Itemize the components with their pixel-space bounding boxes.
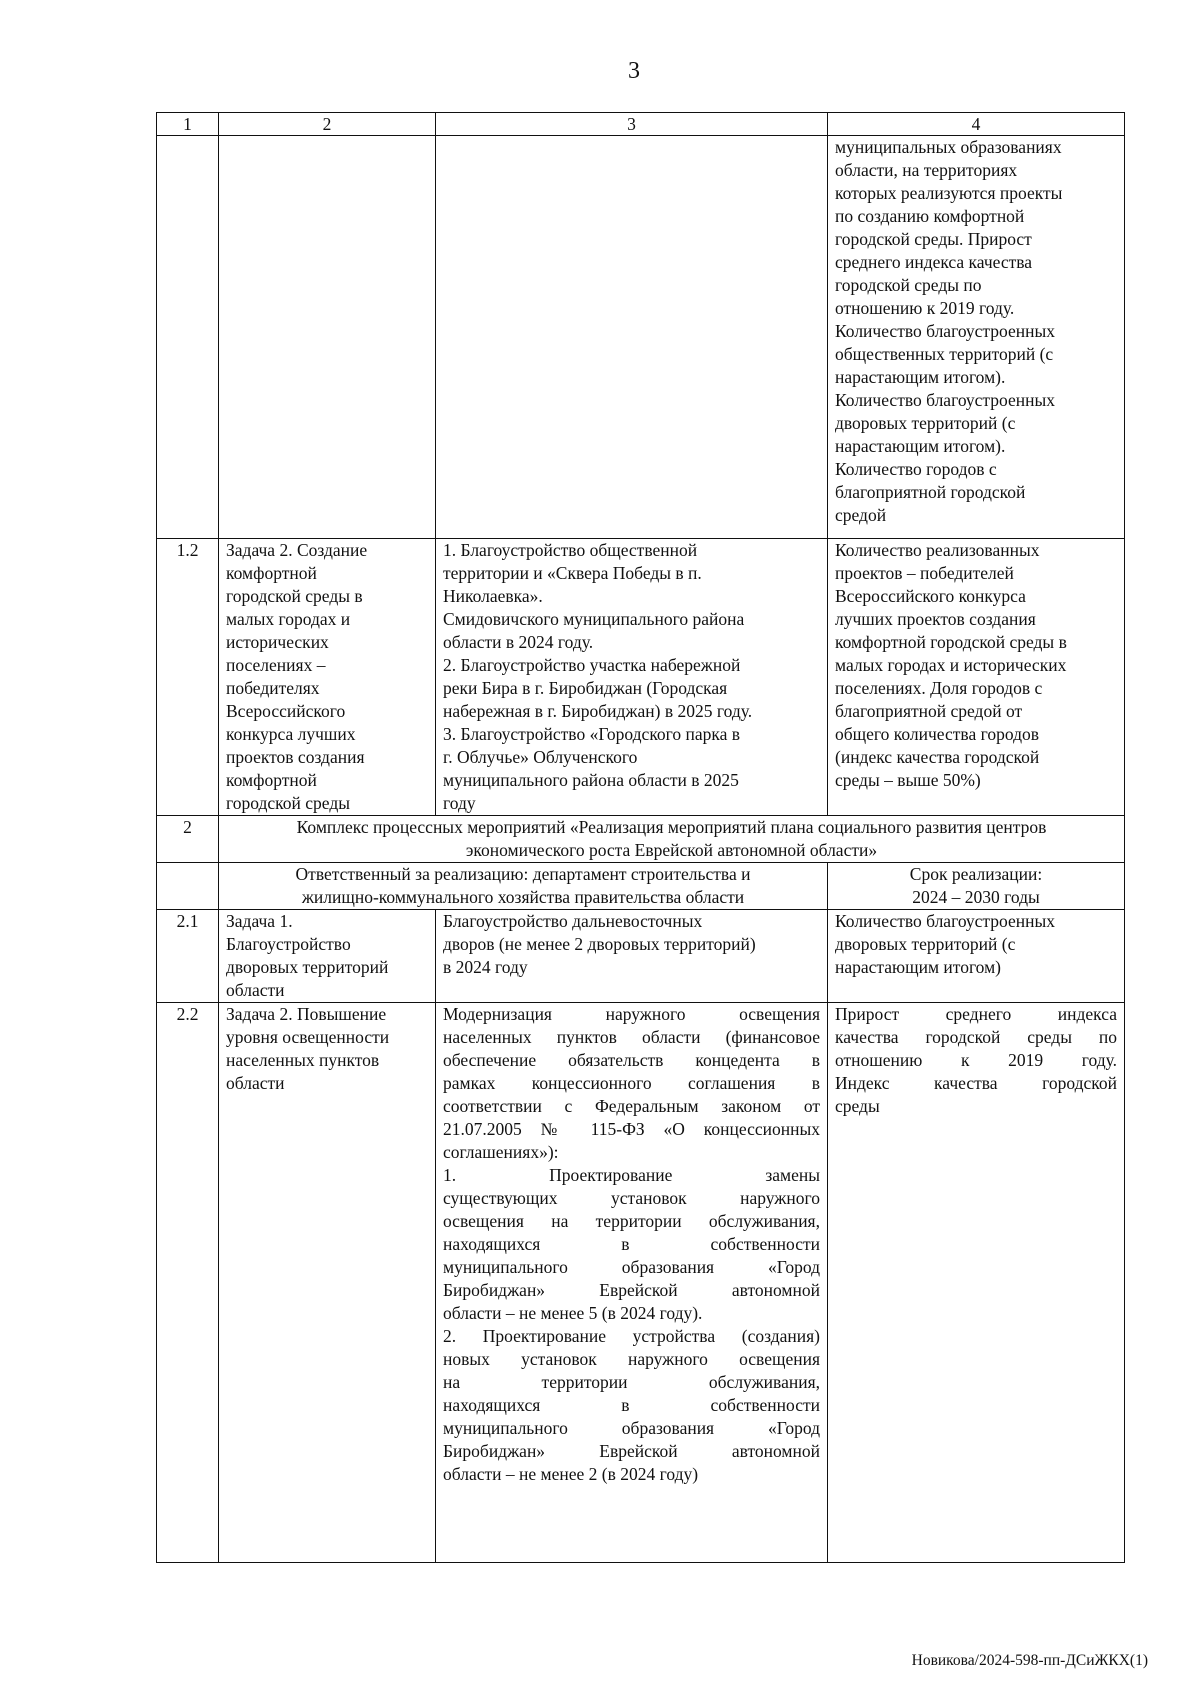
continuation-row [157, 136, 1125, 539]
text-line: экономического роста Еврейской автономной области» [465, 840, 878, 860]
page-number: 3 [628, 58, 640, 84]
text-line: муниципального образования «Город [443, 1257, 820, 1277]
task-cell [219, 539, 436, 816]
term-cell [828, 863, 1125, 910]
text-line: области – не менее 2 (в 2024 году) [443, 1464, 699, 1484]
text-line: году [443, 793, 476, 813]
continuation-task-cell [219, 136, 436, 539]
text-line: Всероссийского [226, 701, 346, 721]
text-line: Благоустройство дальневосточных [443, 911, 703, 931]
text-line: дворовых территорий (с [835, 413, 1016, 433]
row-number: 2.2 [157, 1003, 219, 1563]
text-line: 1. Благоустройство общественной [443, 540, 698, 560]
text-line: Количество благоустроенных [835, 390, 1055, 410]
text-line: населенных пунктов [226, 1050, 380, 1070]
text-line: победителях [226, 678, 320, 698]
section-title-cell [219, 816, 1125, 863]
text-line: малых городах и исторических [835, 655, 1067, 675]
indicators-cell [828, 1003, 1125, 1563]
row-number: 2 [157, 816, 219, 863]
text-line: 3. Благоустройство «Городского парка в [443, 724, 741, 744]
text-line: поселениях. Доля городов с [835, 678, 1043, 698]
text-line: Модернизация наружного освещения [443, 1004, 820, 1024]
text-line: малых городах и [226, 609, 351, 629]
text-line: среды [835, 1096, 880, 1116]
header-col-1: 1 [157, 113, 219, 136]
text-line: которых реализуются проекты [835, 183, 1063, 203]
table-row-2-responsible [157, 863, 1125, 910]
text-line: среды – выше 50%) [835, 770, 981, 790]
text-line: 21.07.2005 № 115-ФЗ «О концессионных [443, 1119, 820, 1139]
text-line: Индекс качества городской [835, 1073, 1117, 1093]
table-row-2-1 [157, 910, 1125, 1003]
text-line: Благоустройство [226, 934, 351, 954]
responsible-cell [219, 863, 828, 910]
text-line: дворовых территорий [226, 957, 389, 977]
header-col-2: 2 [219, 113, 436, 136]
text-line: соглашениях»): [443, 1142, 559, 1162]
text-line: Биробиджан» Еврейской автономной [443, 1280, 820, 1300]
indicators-cell [828, 910, 1125, 1003]
row-number: 2.1 [157, 910, 219, 1003]
text-line: средой [835, 505, 887, 525]
text-line: Ответственный за реализацию: департамент строительства и [295, 864, 751, 884]
text-line: общественных территорий (с [835, 344, 1054, 364]
text-line: отношению к 2019 году. [835, 298, 1015, 318]
text-line: качества городской среды по [835, 1027, 1117, 1047]
program-table [156, 112, 1125, 1563]
text-line: населенных пунктов области (финансовое [443, 1027, 820, 1047]
text-line: Всероссийского конкурса [835, 586, 1026, 606]
text-line: муниципальных образованиях [835, 137, 1062, 157]
text-line: Задача 2. Повышение [226, 1004, 387, 1024]
text-line: общего количества городов [835, 724, 1039, 744]
text-line: находящихся в собственности [443, 1395, 820, 1415]
continuation-indicators-cell [828, 136, 1125, 539]
header-col-4: 4 [828, 113, 1125, 136]
text-line: соответствии с Федеральным законом от [443, 1096, 820, 1116]
text-line: в 2024 году [443, 957, 528, 977]
text-line: городской среды по [835, 275, 982, 295]
table-row-2-2 [157, 1003, 1125, 1563]
text-line: Смидовичского муниципального района [443, 609, 745, 629]
text-line: городской среды в [226, 586, 363, 606]
text-line: исторических [226, 632, 329, 652]
text-line: освещения на территории обслуживания, [443, 1211, 820, 1231]
text-line: области в 2024 году. [443, 632, 594, 652]
text-line: новых установок наружного освещения [443, 1349, 820, 1369]
text-line: области [226, 1073, 285, 1093]
text-line: по созданию комфортной [835, 206, 1025, 226]
text-line: комфортной [226, 770, 317, 790]
table-header-row [157, 113, 1125, 136]
text-line: проектов – победителей [835, 563, 1014, 583]
row-number: 1.2 [157, 539, 219, 816]
text-line: Прирост среднего индекса [835, 1004, 1117, 1024]
text-line: находящихся в собственности [443, 1234, 820, 1254]
text-line: Количество благоустроенных [835, 321, 1055, 341]
text-line: Срок реализации: [909, 864, 1043, 884]
text-line: благоприятной средой от [835, 701, 1023, 721]
continuation-measures-cell [436, 136, 828, 539]
text-line: набережная в г. Биробиджан) в 2025 году. [443, 701, 753, 721]
task-cell [219, 1003, 436, 1563]
text-line: нарастающим итогом). [835, 436, 1006, 456]
text-line: дворов (не менее 2 дворовых территорий) [443, 934, 756, 954]
text-line: дворовых территорий (с [835, 934, 1016, 954]
text-line: жилищно-коммунального хозяйства правительства области [301, 887, 745, 907]
text-line: (индекс качества городской [835, 747, 1040, 767]
text-line: 2. Благоустройство участка набережной [443, 655, 741, 675]
text-line: территории и «Сквера Победы в п. [443, 563, 702, 583]
text-line: муниципального образования «Город [443, 1418, 820, 1438]
text-line: муниципального района области в 2025 [443, 770, 739, 790]
text-line: г. Облучье» Облученского [443, 747, 638, 767]
task-cell [219, 910, 436, 1003]
text-line: нарастающим итогом). [835, 367, 1006, 387]
text-line: области, на территориях [835, 160, 1018, 180]
text-line: Биробиджан» Еврейской автономной [443, 1441, 820, 1461]
text-line: 2. Проектирование устройства (создания) [443, 1326, 820, 1346]
text-line: проектов создания [226, 747, 365, 767]
text-line: конкурса лучших [226, 724, 356, 744]
text-line: Количество городов с [835, 459, 997, 479]
text-line: области – не менее 5 (в 2024 году). [443, 1303, 703, 1323]
text-line: комфортной городской среды в [835, 632, 1067, 652]
indicators-cell [828, 539, 1125, 816]
row-number-empty [157, 863, 219, 910]
text-line: благоприятной городской [835, 482, 1026, 502]
measures-cell [436, 910, 828, 1003]
document-code: Новикова/2024-598-пп-ДСиЖКХ(1) [911, 1652, 1148, 1669]
text-line: Комплекс процессных мероприятий «Реализация мероприятий плана социального развития центров [296, 817, 1047, 837]
text-line: реки Бира в г. Биробиджан (Городская [443, 678, 728, 698]
text-line: Задача 1. [226, 911, 293, 931]
text-line: комфортной [226, 563, 317, 583]
text-line: лучших проектов создания [835, 609, 1036, 629]
text-line: рамках концессионного соглашения в [443, 1073, 820, 1093]
text-line: Количество реализованных [835, 540, 1040, 560]
text-line: Николаевка». [443, 586, 543, 606]
table-row-2-section [157, 816, 1125, 863]
text-line: уровня освещенности [226, 1027, 390, 1047]
text-line: 2024 – 2030 годы [912, 887, 1040, 907]
measures-cell [436, 539, 828, 816]
text-line: городской среды. Прирост [835, 229, 1032, 249]
table-row-1-2 [157, 539, 1125, 816]
text-line: на территории обслуживания, [443, 1372, 820, 1392]
text-line: 1. Проектирование замены [443, 1165, 820, 1185]
text-line: Задача 2. Создание [226, 540, 368, 560]
text-line: области [226, 980, 285, 1000]
text-line: Количество благоустроенных [835, 911, 1055, 931]
text-line: обеспечение обязательств концедента в [443, 1050, 820, 1070]
text-line: нарастающим итогом) [835, 957, 1002, 977]
header-col-3: 3 [436, 113, 828, 136]
text-line: отношению к 2019 году. [835, 1050, 1117, 1070]
text-line: поселениях – [226, 655, 326, 675]
text-line: городской среды [226, 793, 350, 813]
continuation-num-cell [157, 136, 219, 539]
text-line: среднего индекса качества [835, 252, 1033, 272]
measures-cell [436, 1003, 828, 1563]
text-line: существующих установок наружного [443, 1188, 820, 1208]
